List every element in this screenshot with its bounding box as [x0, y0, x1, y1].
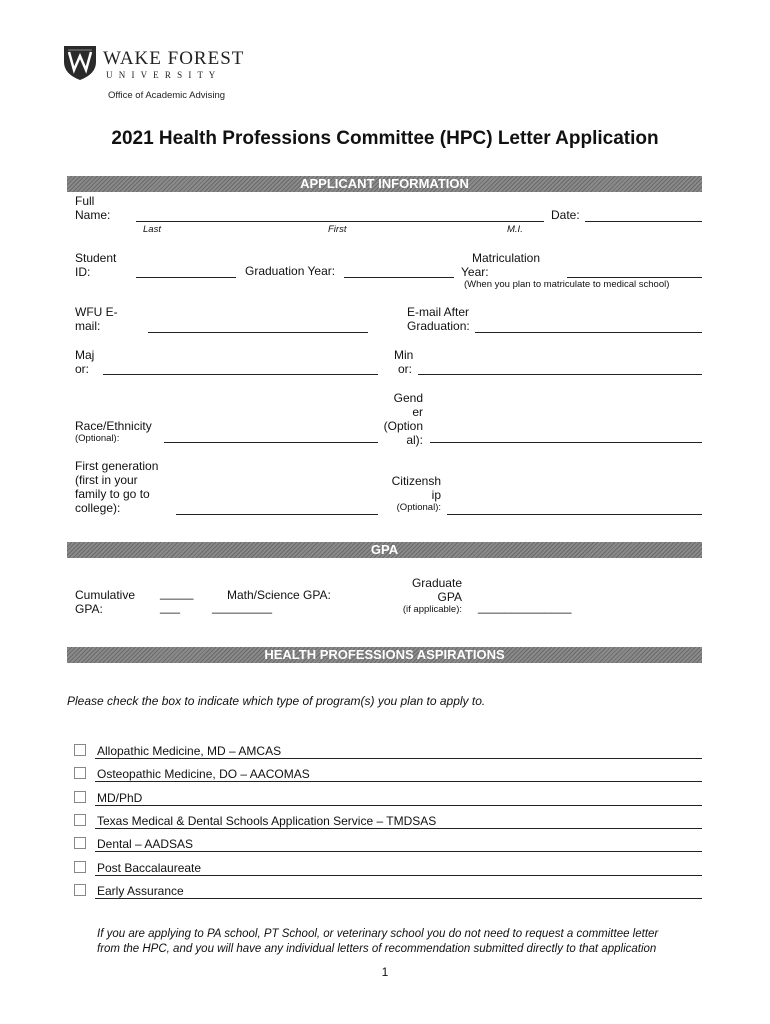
page-number: 1: [381, 965, 389, 979]
mi-caption: M.I.: [507, 224, 523, 235]
minor-field[interactable]: [418, 374, 702, 375]
option-rule: [95, 805, 702, 806]
date-field[interactable]: [585, 221, 702, 222]
page-title: 2021 Health Professions Committee (HPC) Letter Application: [111, 128, 659, 149]
wfu-email-label: WFU E- mail:: [75, 305, 118, 333]
option-rule: [95, 758, 702, 759]
shield-icon: [62, 44, 98, 82]
gender-field[interactable]: [430, 442, 702, 443]
wfu-email-field[interactable]: [148, 332, 368, 333]
full-name-label: Full Name:: [75, 194, 111, 222]
math-science-gpa-label: Math/Science GPA:: [227, 588, 331, 602]
note-line-2: from the HPC, and you will have any individual letters of recommendation submitted directly to that application: [97, 943, 657, 955]
option-rule: [95, 851, 702, 852]
graduation-year-field[interactable]: [344, 277, 454, 278]
race-field[interactable]: [164, 442, 378, 443]
matriculation-note: (When you plan to matriculate to medical school): [464, 279, 670, 290]
option-allopathic: Allopathic Medicine, MD – AMCAS: [97, 744, 282, 758]
math-science-gpa-field[interactable]: _________: [212, 600, 273, 614]
office-name: Office of Academic Advising: [108, 90, 226, 101]
note-line-1: If you are applying to PA school, PT School, or veterinary school you do not need to request a committee letter: [97, 928, 659, 940]
university-logo: [62, 44, 98, 82]
option-early-assurance: Early Assurance: [97, 884, 184, 898]
major-field[interactable]: [103, 374, 378, 375]
checkbox-tmdsas[interactable]: [74, 814, 86, 826]
brand-subtitle: U N I V E R S I T Y: [106, 70, 218, 80]
full-name-field[interactable]: [136, 221, 544, 222]
citizenship-field[interactable]: [447, 514, 702, 515]
date-label: Date:: [551, 208, 580, 222]
first-generation-field[interactable]: [176, 514, 378, 515]
graduate-gpa-label: Graduate GPA (if applicable):: [402, 576, 462, 615]
checkbox-post-bacc[interactable]: [74, 861, 86, 873]
last-caption: Last: [143, 224, 161, 235]
email-after-field[interactable]: [475, 332, 702, 333]
matriculation-label: Matriculation Year:: [461, 251, 541, 279]
race-label: Race/Ethnicity (Optional):: [75, 419, 152, 444]
cumulative-gpa-field[interactable]: _____ ___: [160, 586, 194, 614]
option-post-bacc: Post Baccalaureate: [97, 861, 202, 875]
option-dental: Dental – AADSAS: [97, 837, 194, 851]
minor-label: Min or:: [394, 348, 414, 376]
graduation-year-label: Graduation Year:: [245, 264, 336, 278]
option-md-phd: MD/PhD: [97, 791, 143, 805]
section-header-aspirations: HEALTH PROFESSIONS ASPIRATIONS: [67, 647, 702, 663]
section-header-gpa: GPA: [67, 542, 702, 558]
first-generation-label: First generation (first in your family to go to college):: [75, 459, 159, 515]
option-rule: [95, 781, 702, 782]
graduate-gpa-field[interactable]: ______________: [478, 600, 572, 614]
major-label: Maj or:: [75, 348, 95, 376]
checkbox-dental[interactable]: [74, 837, 86, 849]
brand-name: WAKE FOREST: [103, 48, 245, 69]
option-tmdsas: Texas Medical & Dental Schools Application Service – TMDSAS: [97, 814, 437, 828]
option-rule: [95, 898, 702, 899]
citizenship-label: Citizensh ip (Optional):: [391, 474, 441, 513]
checkbox-md-phd[interactable]: [74, 791, 86, 803]
cumulative-gpa-label: Cumulative GPA:: [75, 588, 136, 616]
option-rule: [95, 828, 702, 829]
checkbox-osteopathic[interactable]: [74, 767, 86, 779]
matriculation-year-field[interactable]: [567, 277, 702, 278]
checkbox-allopathic[interactable]: [74, 744, 86, 756]
checkbox-early-assurance[interactable]: [74, 884, 86, 896]
email-after-label: E-mail After Graduation:: [407, 305, 470, 333]
option-rule: [95, 875, 702, 876]
section-header-applicant: APPLICANT INFORMATION: [67, 176, 702, 192]
aspirations-instruction: Please check the box to indicate which type of program(s) you plan to apply to.: [67, 694, 486, 708]
gender-label: Gend er (Option al):: [383, 391, 423, 447]
option-osteopathic: Osteopathic Medicine, DO – AACOMAS: [97, 767, 310, 781]
student-id-field[interactable]: [136, 277, 236, 278]
first-caption: First: [328, 224, 347, 235]
student-id-label: Student ID:: [75, 251, 117, 279]
